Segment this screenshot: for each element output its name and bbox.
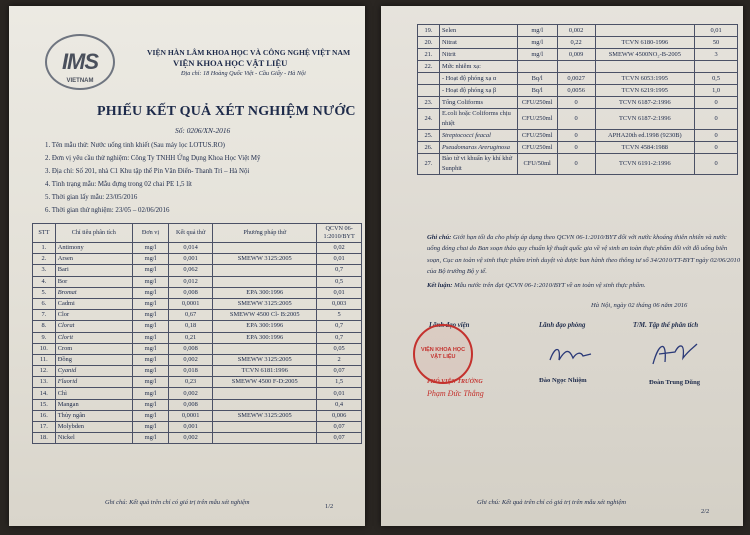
- table-row: [33, 332, 362, 343]
- cell-method: TCVN 6187-2:1996: [595, 97, 695, 109]
- cell-method: [213, 388, 317, 399]
- table-row: [33, 243, 362, 254]
- cell-method: TCVN 6219:1995: [595, 85, 695, 97]
- cell-method: EPA 300:1996: [213, 321, 317, 332]
- cell-method: SMEWW 4500NO₂-B-2005: [595, 49, 695, 61]
- cell-result: 0,009: [557, 49, 595, 61]
- cell-result: 0,008: [169, 287, 213, 298]
- table-row: [33, 433, 362, 444]
- cell-stt: 2.: [33, 254, 56, 265]
- signature-scribble-2: [649, 336, 699, 370]
- cell-stt: 20.: [418, 37, 440, 49]
- cell-stt: [418, 73, 440, 85]
- cell-result: 0,001: [169, 254, 213, 265]
- table-row: [418, 49, 738, 61]
- cell-unit: CFU/250ml: [517, 130, 557, 142]
- cell-method: [213, 422, 317, 433]
- conclusion-text: Mẫu nước trên đạt QCVN 06-1:2010/BYT về an toàn vệ sinh thực phẩm.: [454, 282, 646, 289]
- cell-result: 0,0056: [557, 85, 595, 97]
- official-stamp: [413, 324, 473, 384]
- cell-stt: 23.: [418, 97, 440, 109]
- cell-unit: Bq/l: [517, 85, 557, 97]
- cell-limit: 3: [695, 49, 738, 61]
- cell-parameter: Clorat: [55, 321, 132, 332]
- cell-parameter: E.coli hoặc Coliforms chịu nhiệt: [439, 109, 517, 130]
- cell-parameter: Bào tử vi khuẩn ky khí khử Sunphit: [439, 154, 517, 175]
- sig-head-team: T/M. Tập thể phân tích: [633, 322, 699, 329]
- cell-unit: CFU/50ml: [517, 154, 557, 175]
- cell-result: 0,062: [169, 265, 213, 276]
- table-row: [33, 422, 362, 433]
- cell-parameter: Nickel: [55, 433, 132, 444]
- page-number-2: 2/2: [701, 508, 710, 515]
- cell-unit: mg/l: [132, 410, 168, 421]
- cell-stt: [418, 85, 440, 97]
- cell-parameter: Clorit: [55, 332, 132, 343]
- cell-stt: 3.: [33, 265, 56, 276]
- table-row: [33, 265, 362, 276]
- col-header-result: Kết quả thử: [169, 224, 213, 243]
- table-row: [418, 142, 738, 154]
- cell-result: 0,002: [169, 354, 213, 365]
- cell-parameter: Bor: [55, 276, 132, 287]
- cell-result: 0,0027: [557, 73, 595, 85]
- cell-method: SMEWW 3125:2005: [213, 254, 317, 265]
- cell-stt: 17.: [33, 422, 56, 433]
- cell-limit: 5: [317, 310, 362, 321]
- conclusion: [427, 282, 645, 289]
- cell-parameter: Mangan: [55, 399, 132, 410]
- cell-method: SMEWW 3125:2005: [213, 354, 317, 365]
- cell-parameter: Fluorid: [55, 377, 132, 388]
- cell-method: TCVN 6053:1995: [595, 73, 695, 85]
- info-test-period: 6. Thời gian thử nghiệm: 23/05 – 02/06/2016: [45, 207, 170, 214]
- cell-unit: mg/l: [132, 276, 168, 287]
- cell-stt: 12.: [33, 366, 56, 377]
- cell-limit: 0,7: [317, 332, 362, 343]
- cell-result: 0,002: [169, 388, 213, 399]
- table-row: [33, 310, 362, 321]
- signature-team: [649, 336, 699, 374]
- cell-parameter: Cadmi: [55, 298, 132, 309]
- cell-stt: 6.: [33, 298, 56, 309]
- cell-unit: mg/l: [132, 399, 168, 410]
- cell-limit: 0: [695, 97, 738, 109]
- cell-unit: CFU/250ml: [517, 109, 557, 130]
- cell-limit: [695, 61, 738, 73]
- signer-department: Đào Ngọc Nhiệm: [539, 377, 587, 384]
- cell-method: EPA 300:1996: [213, 332, 317, 343]
- cell-parameter: Bromat: [55, 287, 132, 298]
- cell-unit: mg/l: [132, 254, 168, 265]
- cell-unit: mg/l: [132, 321, 168, 332]
- table-row: [33, 354, 362, 365]
- logo-subtext: VIETNAM: [66, 78, 94, 84]
- cell-limit: 0,01: [695, 25, 738, 37]
- cell-stt: 26.: [418, 142, 440, 154]
- cell-parameter: Mức nhiễm xạ:: [439, 61, 517, 73]
- table-header-row: [33, 224, 362, 243]
- table-row: [33, 377, 362, 388]
- cell-stt: 18.: [33, 433, 56, 444]
- cell-method: [213, 433, 317, 444]
- cell-result: 0,18: [169, 321, 213, 332]
- cell-parameter: Molybden: [55, 422, 132, 433]
- report-page-1: [9, 6, 365, 526]
- note-label: Ghi chú:: [427, 234, 452, 241]
- page-title: PHIẾU KẾT QUẢ XÉT NGHIỆM NƯỚC: [97, 104, 356, 119]
- cell-method: [213, 276, 317, 287]
- signature-department: [547, 342, 595, 372]
- cell-stt: 7.: [33, 310, 56, 321]
- cell-limit: 0,05: [317, 343, 362, 354]
- cell-parameter: Streptococci feacal: [439, 130, 517, 142]
- cell-stt: 14.: [33, 388, 56, 399]
- table-row: [418, 37, 738, 49]
- info-sample-name: 1. Tên mẫu thử: Nước uống tinh khiết (Sau máy lọc LOTUS.RO): [45, 142, 225, 149]
- cell-unit: mg/l: [132, 377, 168, 388]
- cell-unit: mg/l: [132, 366, 168, 377]
- footer-note: Ghi chú: Kết quả trên chỉ có giá trị trên mẫu xét nghiệm: [105, 499, 250, 506]
- table-row: [33, 410, 362, 421]
- cell-method: APHA20th ed.1998 (9230B): [595, 130, 695, 142]
- cell-method: TCVN 6187-2:1996: [595, 109, 695, 130]
- cell-limit: 0,01: [317, 388, 362, 399]
- cell-unit: CFU/250ml: [517, 142, 557, 154]
- cell-parameter: Chì: [55, 388, 132, 399]
- cell-limit: 0,7: [317, 321, 362, 332]
- cell-stt: 1.: [33, 243, 56, 254]
- cell-limit: 50: [695, 37, 738, 49]
- cell-limit: 2: [317, 354, 362, 365]
- note-text: Giới hạn tối đa cho phép áp dụng theo QCVN 06-1:2010/BYT đối với nước khoáng thiên nhiên và nước uống đóng chai do Ban soạn thảo quy chuẩn kỹ thuật quốc gia về vệ sinh an toàn thực phẩm đối với đồ uống biên soạn, Cục an toàn vệ sinh thực phẩm trình duyệt và được ban hành theo thông tư số 34/2010/TT-BYT ngày 02/06/2010 của Bộ trưởng Bộ y tế.: [427, 234, 741, 276]
- cell-result: 0,67: [169, 310, 213, 321]
- cell-unit: mg/l: [517, 25, 557, 37]
- cell-limit: 0,07: [317, 433, 362, 444]
- cell-stt: 19.: [418, 25, 440, 37]
- signature-scribble: [547, 342, 595, 368]
- cell-method: [213, 243, 317, 254]
- institute-parent-name: VIỆN HÀN LÂM KHOA HỌC VÀ CÔNG NGHỆ VIỆT NAM: [147, 48, 351, 57]
- institute-address: Địa chỉ: 18 Hoàng Quốc Việt - Cầu Giấy - Hà Nội: [181, 70, 306, 77]
- cell-unit: CFU/250ml: [517, 97, 557, 109]
- cell-stt: 21.: [418, 49, 440, 61]
- cell-parameter: Bari: [55, 265, 132, 276]
- cell-parameter: Thủy ngân: [55, 410, 132, 421]
- results-table-2: [417, 24, 738, 175]
- cell-stt: 27.: [418, 154, 440, 175]
- cell-result: 0,22: [557, 37, 595, 49]
- cell-parameter: - Hoạt độ phóng xạ β: [439, 85, 517, 97]
- cell-limit: 0,07: [317, 366, 362, 377]
- info-sample-condition: 4. Tình trạng mẫu: Mẫu đựng trong 02 chai PE 1,5 lít: [45, 181, 192, 188]
- cell-parameter: Selen: [439, 25, 517, 37]
- cell-method: TCVN 4584:1988: [595, 142, 695, 154]
- table-row: [33, 399, 362, 410]
- cell-unit: mg/l: [132, 354, 168, 365]
- cell-parameter: Crom: [55, 343, 132, 354]
- cell-method: [595, 61, 695, 73]
- cell-stt: 13.: [33, 377, 56, 388]
- table-row: [33, 388, 362, 399]
- cell-result: 0,002: [557, 25, 595, 37]
- document-number: Số: 0206/XN-2016: [175, 126, 231, 135]
- cell-result: 0,008: [169, 343, 213, 354]
- sig-head-department: Lãnh đạo phòng: [539, 322, 586, 329]
- cell-result: 0,0001: [169, 298, 213, 309]
- cell-parameter: Nitrit: [439, 49, 517, 61]
- table-row: [33, 254, 362, 265]
- table-row: [418, 85, 738, 97]
- table-row: [418, 130, 738, 142]
- cell-limit: 0,4: [317, 399, 362, 410]
- cell-result: 0: [557, 109, 595, 130]
- cell-stt: 8.: [33, 321, 56, 332]
- table-row: [418, 73, 738, 85]
- cell-limit: 0,01: [317, 287, 362, 298]
- cell-unit: mg/l: [132, 287, 168, 298]
- cell-limit: 0,7: [317, 265, 362, 276]
- cell-method: [213, 399, 317, 410]
- table-row: [418, 109, 738, 130]
- info-address: 3. Địa chỉ: Số 201, nhà C1 Khu tập thể Pin Văn Điển- Thanh Trì – Hà Nội: [45, 168, 250, 175]
- cell-parameter: Đồng: [55, 354, 132, 365]
- table-row: [418, 25, 738, 37]
- cell-limit: 0: [695, 142, 738, 154]
- cell-unit: mg/l: [132, 388, 168, 399]
- cell-parameter: Nitrat: [439, 37, 517, 49]
- cell-parameter: Tổng Coliforms: [439, 97, 517, 109]
- cell-method: SMEWW 3125:2005: [213, 298, 317, 309]
- cell-limit: 0: [695, 109, 738, 130]
- cell-stt: 16.: [33, 410, 56, 421]
- cell-result: 0,012: [169, 276, 213, 287]
- col-header-parameter: Chỉ tiêu phân tích: [55, 224, 132, 243]
- cell-method: TCVN 6191-2:1996: [595, 154, 695, 175]
- col-header-limit: QCVN 06-1:2010/BYT: [317, 224, 362, 243]
- cell-result: 0,0001: [169, 410, 213, 421]
- cell-stt: 11.: [33, 354, 56, 365]
- info-requester: 2. Đơn vị yêu cầu thử nghiệm: Công Ty TNHH Ứng Dụng Khoa Học Việt Mỹ: [45, 155, 261, 162]
- cell-parameter: Antimony: [55, 243, 132, 254]
- cell-unit: mg/l: [517, 49, 557, 61]
- cell-limit: 1,0: [695, 85, 738, 97]
- cell-unit: mg/l: [132, 265, 168, 276]
- cell-parameter: Arsen: [55, 254, 132, 265]
- results-table-1-body: [33, 243, 362, 444]
- conclusion-label: Kết luận:: [427, 282, 453, 289]
- cell-stt: 9.: [33, 332, 56, 343]
- cell-method: [213, 343, 317, 354]
- col-header-method: Phương pháp thử: [213, 224, 317, 243]
- cell-result: [557, 61, 595, 73]
- footer-note-2: Ghi chú: Kết quả trên chỉ có giá trị trên mẫu xét nghiệm: [477, 499, 627, 506]
- cell-limit: 0,07: [317, 422, 362, 433]
- cell-limit: 0,5: [317, 276, 362, 287]
- cell-stt: 10.: [33, 343, 56, 354]
- table-row: [33, 298, 362, 309]
- cell-method: EPA 300:1996: [213, 287, 317, 298]
- table-row: [33, 366, 362, 377]
- cell-method: TCVN 6180-1996: [595, 37, 695, 49]
- cell-result: 0,001: [169, 422, 213, 433]
- cell-limit: 0,003: [317, 298, 362, 309]
- table-row: [33, 343, 362, 354]
- cell-result: 0,014: [169, 243, 213, 254]
- cell-stt: 24.: [418, 109, 440, 130]
- cell-unit: [517, 61, 557, 73]
- cell-limit: 0,02: [317, 243, 362, 254]
- cell-parameter: Pseudomaras Areruginosa: [439, 142, 517, 154]
- results-table-2-body: [418, 25, 738, 175]
- sig-head-institute: Lãnh đạo viện: [429, 322, 470, 329]
- cell-result: 0: [557, 154, 595, 175]
- regulation-note: [427, 232, 741, 278]
- cell-unit: mg/l: [132, 433, 168, 444]
- results-table-1: [32, 223, 362, 444]
- cell-unit: mg/l: [132, 422, 168, 433]
- cell-unit: mg/l: [132, 332, 168, 343]
- table-row: [418, 61, 738, 73]
- cell-unit: mg/l: [132, 243, 168, 254]
- table-row: [33, 287, 362, 298]
- institute-logo: [45, 34, 115, 90]
- cell-method: [595, 25, 695, 37]
- page-number: 1/2: [325, 503, 334, 510]
- cell-result: 0,21: [169, 332, 213, 343]
- cell-result: 0,008: [169, 399, 213, 410]
- stamp-text: VIỆN KHOA HỌC VẬT LIỆU: [420, 347, 466, 360]
- signer-team: Đoàn Trung Dũng: [649, 379, 701, 386]
- cell-method: SMEWW 4500 Cl- B:2005: [213, 310, 317, 321]
- cell-limit: 0,5: [695, 73, 738, 85]
- cell-stt: 22.: [418, 61, 440, 73]
- cell-method: SMEWW 4500 F-D:2005: [213, 377, 317, 388]
- table-row: [33, 321, 362, 332]
- table-row: [418, 97, 738, 109]
- info-sampling-date: 5. Thời gian lấy mẫu: 23/05/2016: [45, 194, 138, 201]
- cell-limit: 0,01: [317, 254, 362, 265]
- cell-unit: Bq/l: [517, 73, 557, 85]
- cell-result: 0,002: [169, 433, 213, 444]
- stamp-title: PHÓ VIỆN TRƯỞNG: [427, 379, 483, 385]
- col-header-unit: Đơn vị: [132, 224, 168, 243]
- cell-limit: 0,006: [317, 410, 362, 421]
- col-header-stt: STT: [33, 224, 56, 243]
- table-row: [33, 276, 362, 287]
- cell-result: 0: [557, 97, 595, 109]
- cell-stt: 5.: [33, 287, 56, 298]
- cell-stt: 15.: [33, 399, 56, 410]
- cell-parameter: Cyanid: [55, 366, 132, 377]
- institute-name: VIỆN KHOA HỌC VẬT LIỆU: [173, 58, 288, 68]
- cell-unit: mg/l: [517, 37, 557, 49]
- cell-method: SMEWW 3125:2005: [213, 410, 317, 421]
- cell-parameter: - Hoạt độ phóng xạ α: [439, 73, 517, 85]
- cell-result: 0,23: [169, 377, 213, 388]
- cell-result: 0: [557, 142, 595, 154]
- signer-institute: Phạm Đức Thắng: [427, 389, 484, 398]
- cell-method: TCVN 6181:1996: [213, 366, 317, 377]
- cell-unit: mg/l: [132, 343, 168, 354]
- cell-stt: 25.: [418, 130, 440, 142]
- cell-limit: 0: [695, 154, 738, 175]
- cell-stt: 4.: [33, 276, 56, 287]
- table-row: [418, 154, 738, 175]
- cell-method: [213, 265, 317, 276]
- cell-result: 0,018: [169, 366, 213, 377]
- cell-unit: mg/l: [132, 310, 168, 321]
- cell-result: 0: [557, 130, 595, 142]
- cell-limit: 1,5: [317, 377, 362, 388]
- cell-unit: mg/l: [132, 298, 168, 309]
- cell-parameter: Clor: [55, 310, 132, 321]
- report-page-2: [381, 6, 743, 526]
- cell-limit: 0: [695, 130, 738, 142]
- date-line: Hà Nội, ngày 02 tháng 06 năm 2016: [591, 302, 688, 309]
- logo-text: IMS: [61, 49, 99, 74]
